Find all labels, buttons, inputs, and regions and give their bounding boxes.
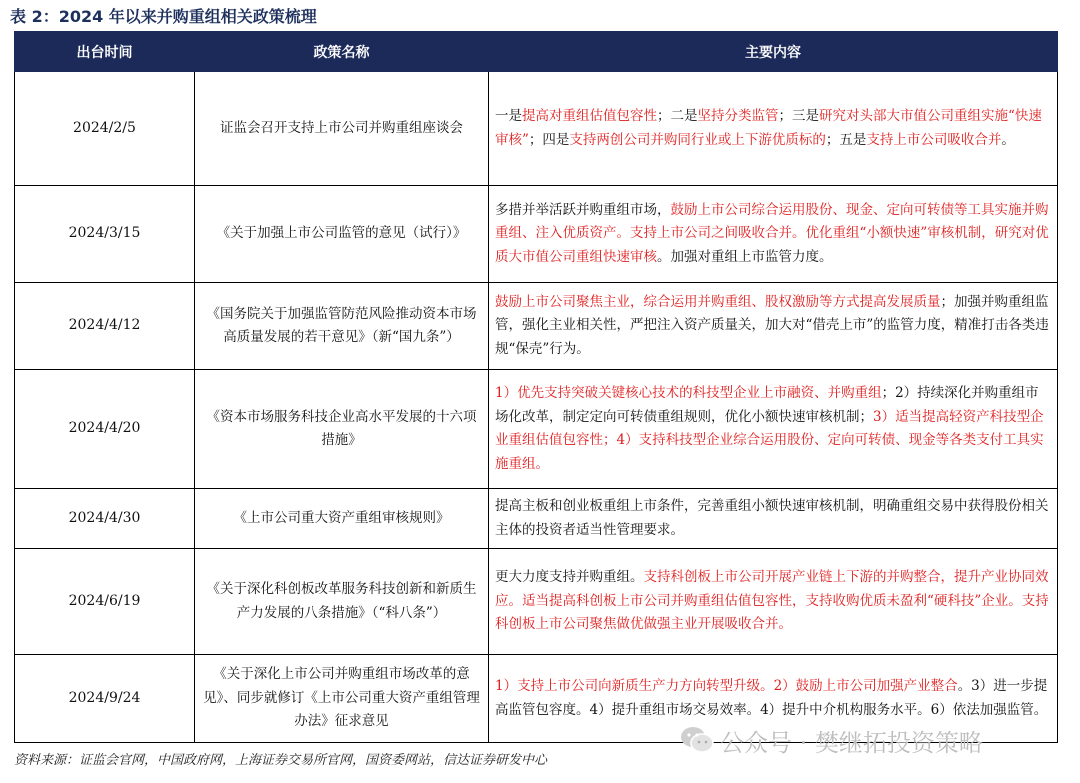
row-date: 2024/2/5 xyxy=(15,72,195,186)
wechat-icon xyxy=(680,725,714,755)
source-note: 资料来源：证监会官网，中国政府网，上海证券交易所官网，国资委网站，信达证券研发中心 xyxy=(14,753,548,768)
content-segment: 。加强对重组上市监管力度。 xyxy=(657,248,833,265)
row-date: 2024/4/20 xyxy=(15,370,195,489)
content-segment: 更大力度支持并购重组。 xyxy=(495,569,644,586)
content-segment: 鼓励上市公司聚焦主业，综合运用并购重组、股权激励等方式提高发展质量 xyxy=(495,293,941,310)
row-content xyxy=(489,489,1058,549)
content-segment: 支持上市公司吸收合并 xyxy=(866,131,1002,148)
table-row xyxy=(15,489,1058,549)
content-segment: 鼓励上市公司综合运用股份、现金、定向可转债等工具实施并购重组、注入优质资产。支持上市公司之间吸收合并。优化重组“小额快速”审核机制，研究对优质大市值公司重组快速审核 xyxy=(495,201,1049,265)
content-segment: ；五是 xyxy=(825,131,867,148)
content-segment: 提高对重组估值包容性 xyxy=(522,108,657,124)
row-content xyxy=(489,283,1058,370)
content-segment: 研究对头部大市值公司重组实施“快速审核” xyxy=(495,108,1042,148)
row-policy-name: 《上市公司重大资产重组审核规则》 xyxy=(195,489,489,549)
row-policy-name: 《关于深化科创板改革服务科技创新和新质生产力发展的八条措施》（“科八条”） xyxy=(195,549,489,655)
header-policy-name: 政策名称 xyxy=(195,32,489,72)
row-date: 2024/4/30 xyxy=(15,489,195,549)
watermark xyxy=(680,720,983,760)
row-content xyxy=(489,186,1058,283)
row-policy-name: 《关于加强上市公司监管的意见（试行）》 xyxy=(195,186,489,283)
content-segment: 1）支持上市公司向新质生产力方向转型升级。2）鼓励上市公司加强产业整合 xyxy=(495,678,958,694)
table-row xyxy=(15,72,1058,186)
content-segment: 。 xyxy=(1001,131,1015,148)
table-row xyxy=(15,283,1058,370)
table-row xyxy=(15,186,1058,283)
content-segment: 。3）进一步提高监管包容度。4）提升重组市场交易效率。4）提升中介机构服务水平。6）依法加强监管。 xyxy=(495,678,1048,718)
content-segment: 提高主板和创业板重组上市条件，完善重组小额快速审核机制，明确重组交易中获得股份相关主体的投资者适当性管理要求。 xyxy=(495,498,1049,538)
content-segment: 坚持分类监管 xyxy=(697,108,779,124)
watermark-text: 公众号 · 樊继拓投资策略 xyxy=(720,728,983,757)
header-main-content: 主要内容 xyxy=(489,32,1058,72)
table-row xyxy=(15,549,1058,655)
content-segment: 3）适当提高轻资产科技型企业重组估值包容性；4）支持科技型企业综合运用股份、定向可转债、现金等各类支付工具实施重组。 xyxy=(495,408,1044,472)
header-date: 出台时间 xyxy=(15,32,195,72)
content-segment: 1）优先支持突破关键核心技术的科技型企业上市融资、并购重组 xyxy=(495,385,882,401)
policy-table xyxy=(14,31,1058,743)
row-date: 2024/3/15 xyxy=(15,186,195,283)
row-content xyxy=(489,549,1058,655)
content-segment: ；2）持续深化并购重组市场化改革，制定定向可转债重组规则，优化小额快速审核机制； xyxy=(495,385,1039,425)
row-date: 2024/6/19 xyxy=(15,549,195,655)
table-body xyxy=(15,72,1058,743)
row-policy-name: 《资本市场服务科技企业高水平发展的十六项措施》 xyxy=(195,370,489,489)
content-segment: ；加强并购重组监管，强化主业相关性，严把注入资产质量关，加大对“借壳上市”的监管力度，精准打击各类违规“保壳”行为。 xyxy=(495,293,1049,357)
content-segment: ；四是 xyxy=(528,131,570,148)
row-content xyxy=(489,72,1058,186)
content-segment: 支持两创公司并购同行业或上下游优质标的 xyxy=(569,131,826,148)
content-segment: ；三是 xyxy=(778,108,819,124)
row-date: 2024/9/24 xyxy=(15,655,195,743)
table-row xyxy=(15,370,1058,489)
row-policy-name: 证监会召开支持上市公司并购重组座谈会 xyxy=(195,72,489,186)
row-policy-name: 《国务院关于加强监管防范风险推动资本市场高质量发展的若干意见》（新“国九条”） xyxy=(195,283,489,370)
row-policy-name: 《关于深化上市公司并购重组市场改革的意见》、同步就修订《上市公司重大资产重组管理办法》征求意见 xyxy=(195,655,489,743)
row-content xyxy=(489,370,1058,489)
content-segment: 多措并举活跃并购重组市场， xyxy=(495,201,671,218)
table-header xyxy=(15,32,1058,72)
content-segment: 一是 xyxy=(495,108,522,124)
content-segment: ；二是 xyxy=(657,108,698,124)
content-segment: 支持科创板上市公司开展产业链上下游的并购整合，提升产业协同效应。适当提高科创板上市公司并购重组估值包容性，支持收购优质未盈利“硬科技”企业。支持科创板上市公司聚焦做优做强主业开展吸收合并。 xyxy=(495,569,1049,633)
table-title: 表 2：2024 年以来并购重组相关政策梳理 xyxy=(10,7,317,26)
row-date: 2024/4/12 xyxy=(15,283,195,370)
